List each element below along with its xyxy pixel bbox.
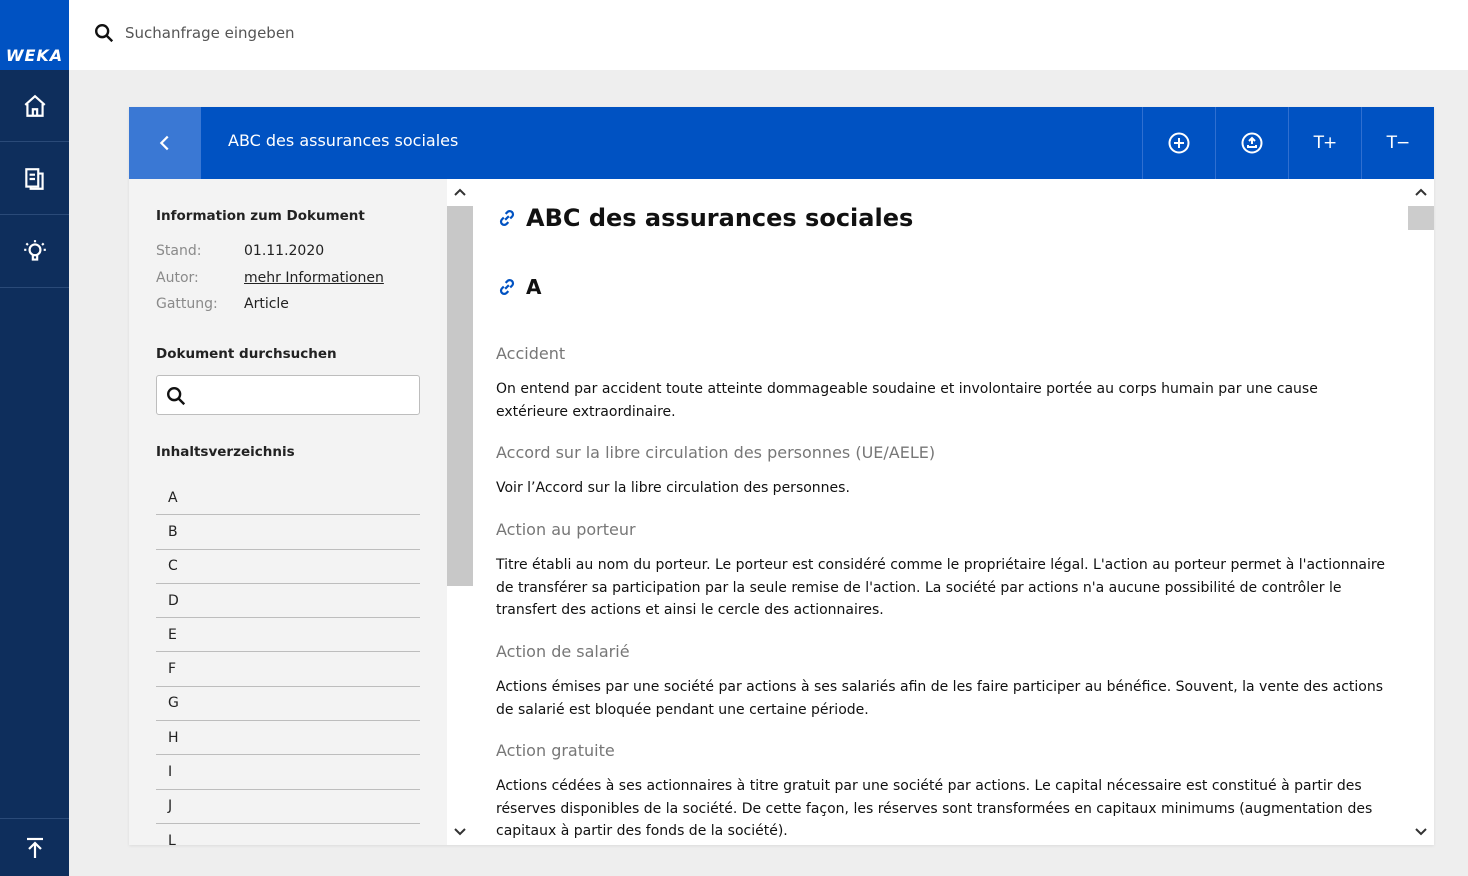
content-scrollbar[interactable] xyxy=(1408,179,1434,845)
content-title xyxy=(496,204,913,232)
toc-item-h[interactable]: H xyxy=(156,721,420,755)
download-icon xyxy=(1240,131,1264,155)
global-search-input[interactable] xyxy=(125,18,725,48)
back-button[interactable] xyxy=(129,107,201,179)
top-bar xyxy=(69,0,1468,70)
scroll-to-top-icon xyxy=(23,836,47,860)
entry-definition: Actions émises par une société par actions à ses salariés afin de les faire participer au bénéfice. Souvent, la vente des actions de salarié est bloquée pendant une certaine période. xyxy=(496,679,1384,718)
chevron-up-icon[interactable] xyxy=(1413,184,1429,200)
lightbulb-icon xyxy=(22,239,48,265)
section-heading xyxy=(496,275,541,299)
scroll-to-top-button[interactable] xyxy=(0,818,69,876)
entry-definition: Voir l’Accord sur la libre circulation des personnes. xyxy=(496,480,850,496)
sidebar-scroll-thumb[interactable] xyxy=(447,206,473,586)
gattung-value: Article xyxy=(244,296,289,312)
toc-item-c[interactable]: C xyxy=(156,550,420,584)
entry-term: Action de salarié xyxy=(496,642,630,661)
chevron-down-icon[interactable] xyxy=(452,824,468,840)
entry-term: Action gratuite xyxy=(496,741,615,760)
toc-item-j[interactable]: J xyxy=(156,790,420,824)
content-scroll-thumb[interactable] xyxy=(1408,206,1434,230)
toc-list xyxy=(156,481,420,845)
entry-term: Action au porteur xyxy=(496,520,636,539)
nav-home-button[interactable] xyxy=(0,70,69,142)
entry-definition: On entend par accident toute atteinte dommageable soudaine et involontaire portée au corps humain par une cause extérieure extraordinaire. xyxy=(496,381,1318,420)
font-increase-label: T+ xyxy=(1313,133,1337,153)
documents-icon xyxy=(22,166,48,192)
font-decrease-label: T− xyxy=(1386,133,1410,153)
toc-item-b[interactable]: B xyxy=(156,515,420,549)
gattung-label: Gattung: xyxy=(156,296,218,312)
autor-label: Autor: xyxy=(156,270,199,286)
document-content xyxy=(473,179,1408,845)
chevron-left-icon xyxy=(154,132,176,154)
font-decrease-button[interactable] xyxy=(1361,107,1434,179)
document-header-title: ABC des assurances sociales xyxy=(228,131,459,150)
download-button[interactable] xyxy=(1215,107,1288,179)
entry-definition: Actions cédées à ses actionnaires à titre gratuit par une société par actions. Le capital nécessaire est constitué à partir des réserves disponibles de la société. De cette façon, les réserves sont transformées en capitaux minimums (augmentation des capitaux à partir des fonds de la société). xyxy=(496,778,1373,839)
sidebar-scrollbar[interactable] xyxy=(447,179,473,845)
info-heading: Information zum Dokument xyxy=(156,208,365,224)
weka-logo[interactable] xyxy=(0,0,69,70)
logo-text: WEKA xyxy=(5,46,64,65)
font-increase-button[interactable] xyxy=(1288,107,1361,179)
toc-item-e[interactable]: E xyxy=(156,618,420,652)
toc-item-i[interactable]: I xyxy=(156,755,420,789)
toc-heading: Inhaltsverzeichnis xyxy=(156,444,295,460)
search-icon xyxy=(165,385,187,407)
toc-item-d[interactable]: D xyxy=(156,584,420,618)
section-heading-text: A xyxy=(526,275,542,299)
autor-link[interactable]: mehr Informationen xyxy=(244,270,384,286)
chevron-down-icon[interactable] xyxy=(1413,824,1429,840)
link-icon[interactable] xyxy=(496,207,518,229)
chevron-up-icon[interactable] xyxy=(452,184,468,200)
toc-item-a[interactable]: A xyxy=(156,481,420,515)
document-sidebar xyxy=(129,179,447,845)
search-icon xyxy=(93,22,115,44)
stand-value: 01.11.2020 xyxy=(244,243,325,259)
entry-definition: Titre établi au nom du porteur. Le porteur est considéré comme le propriétaire légal. L'action au porteur permet à l'actionnaire de transférer sa participation par la seule remise de l'action. La société par actions n'a aucune possibilité de contrôler le transfert des actions et ainsi le cercle des actionnaires. xyxy=(496,557,1385,618)
toc-item-g[interactable]: G xyxy=(156,687,420,721)
document-search-box xyxy=(156,375,420,415)
document-header xyxy=(129,107,1434,179)
entry-term: Accident xyxy=(496,344,566,363)
search-heading: Dokument durchsuchen xyxy=(156,346,337,362)
document-card xyxy=(129,107,1434,845)
left-rail xyxy=(0,0,69,876)
link-icon[interactable] xyxy=(496,276,518,298)
nav-ideas-button[interactable] xyxy=(0,216,69,288)
stand-label: Stand: xyxy=(156,243,202,259)
entry-term: Accord sur la libre circulation des personnes (UE/AELE) xyxy=(496,443,936,462)
toc-item-l[interactable]: L xyxy=(156,824,420,845)
add-button[interactable] xyxy=(1142,107,1215,179)
document-search-input[interactable] xyxy=(195,382,415,408)
plus-circle-icon xyxy=(1167,131,1191,155)
toc-item-f[interactable]: F xyxy=(156,652,420,686)
nav-documents-button[interactable] xyxy=(0,143,69,215)
home-icon xyxy=(22,93,48,119)
content-title-text: ABC des assurances sociales xyxy=(526,204,914,232)
